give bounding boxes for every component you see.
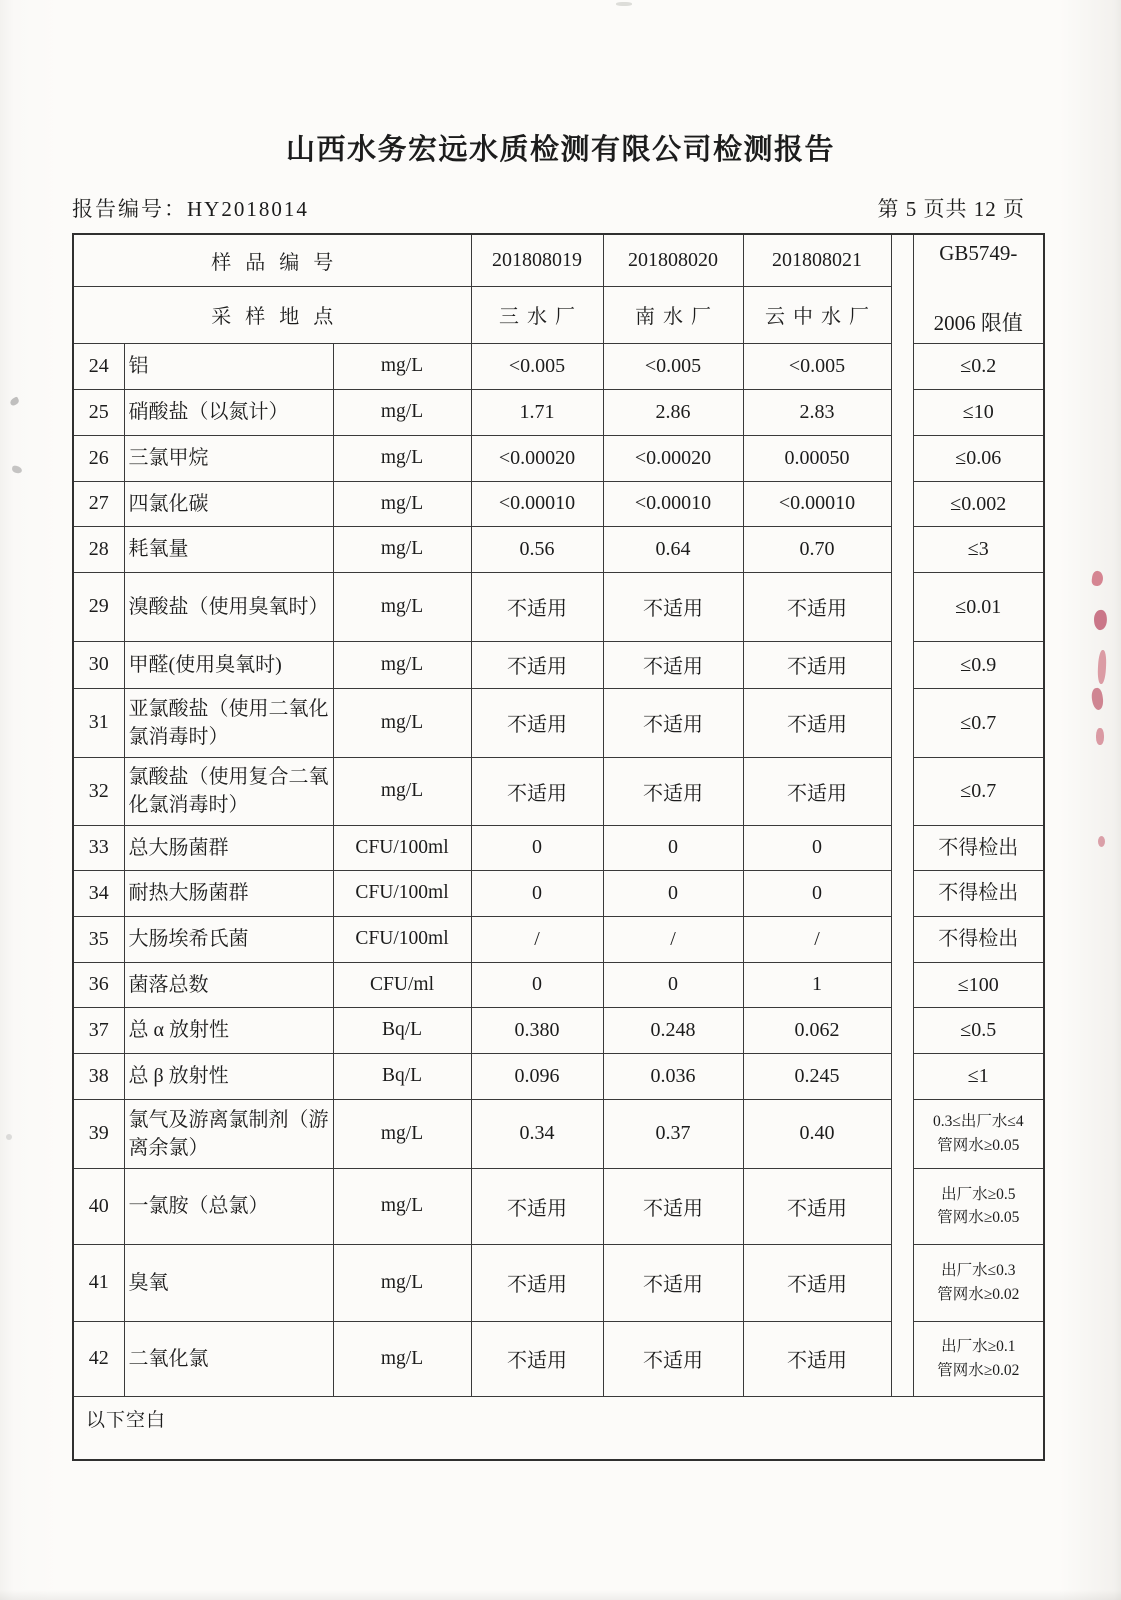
row-number: 41	[73, 1244, 124, 1321]
value-sample-3: 不适用	[743, 688, 891, 757]
spacer-column	[891, 234, 913, 1396]
value-sample-1: <0.00010	[471, 481, 603, 526]
value-sample-2: <0.005	[603, 343, 743, 389]
scan-speck	[616, 2, 632, 6]
red-ink-mark	[1096, 728, 1104, 745]
unit: CFU/100ml	[333, 870, 471, 916]
limit-value: 不得检出	[913, 916, 1044, 962]
parameter-name: 耐热大肠菌群	[124, 870, 333, 916]
parameter-name: 二氧化氯	[124, 1321, 333, 1396]
unit: mg/L	[333, 641, 471, 688]
header-row-sample-ids	[73, 234, 1044, 286]
value-sample-2: /	[603, 916, 743, 962]
row-number: 33	[73, 825, 124, 870]
sample-number-label: 样品编号	[73, 234, 471, 286]
value-sample-2: 0.248	[603, 1007, 743, 1053]
value-sample-3: 0.40	[743, 1099, 891, 1168]
value-sample-2: 不适用	[603, 641, 743, 688]
value-sample-2: 不适用	[603, 757, 743, 825]
value-sample-1: 0.34	[471, 1099, 603, 1168]
red-ink-mark	[1093, 609, 1108, 630]
parameter-name: 总 α 放射性	[124, 1007, 333, 1053]
value-sample-2: 0.64	[603, 526, 743, 572]
unit: mg/L	[333, 757, 471, 825]
page-indicator: 第 5 页共 12 页	[877, 197, 1025, 221]
report-title: 山西水务宏远水质检测有限公司检测报告	[285, 134, 835, 166]
parameter-name: 一氯胺（总氯）	[124, 1168, 333, 1244]
row-number: 38	[73, 1053, 124, 1099]
value-sample-2: 0.37	[603, 1099, 743, 1168]
value-sample-2: 不适用	[603, 1168, 743, 1244]
value-sample-2: 0	[603, 962, 743, 1007]
value-sample-2: 不适用	[603, 572, 743, 641]
value-sample-3: 不适用	[743, 757, 891, 825]
parameter-name: 亚氯酸盐（使用二氧化氯消毒时）	[124, 688, 333, 757]
value-sample-3: 2.83	[743, 389, 891, 435]
unit: CFU/ml	[333, 962, 471, 1007]
parameter-name: 臭氧	[124, 1244, 333, 1321]
row-number: 26	[73, 435, 124, 481]
value-sample-1: <0.00020	[471, 435, 603, 481]
value-sample-3: 不适用	[743, 1244, 891, 1321]
sampling-site-label: 采样地点	[73, 286, 471, 343]
parameter-name: 耗氧量	[124, 526, 333, 572]
value-sample-3: 不适用	[743, 1321, 891, 1396]
red-ink-mark	[1090, 687, 1105, 711]
row-number: 25	[73, 389, 124, 435]
value-sample-3: 0	[743, 825, 891, 870]
value-sample-1: 不适用	[471, 757, 603, 825]
parameter-name: 硝酸盐（以氮计）	[124, 389, 333, 435]
limit-value: ≤100	[913, 962, 1044, 1007]
unit: mg/L	[333, 1099, 471, 1168]
value-sample-3: <0.005	[743, 343, 891, 389]
unit: mg/L	[333, 526, 471, 572]
parameter-name: 四氯化碳	[124, 481, 333, 526]
unit: mg/L	[333, 435, 471, 481]
value-sample-2: 不适用	[603, 688, 743, 757]
red-ink-mark	[1098, 836, 1105, 847]
below-blank-note: 以下空白	[73, 1396, 1044, 1460]
value-sample-2: 0	[603, 825, 743, 870]
sample-id-3: 201808021	[743, 234, 891, 286]
parameter-name: 总 β 放射性	[124, 1053, 333, 1099]
sample-id-1: 201808019	[471, 234, 603, 286]
value-sample-1: 不适用	[471, 1168, 603, 1244]
row-number: 30	[73, 641, 124, 688]
limit-value: ≤0.002	[913, 481, 1044, 526]
red-ink-mark	[1091, 570, 1104, 586]
report-meta-row	[72, 193, 1025, 223]
limit-value: ≤0.5	[913, 1007, 1044, 1053]
below-blank-row	[73, 1396, 1044, 1460]
value-sample-1: /	[471, 916, 603, 962]
report-number: 报告编号：HY2018014	[72, 197, 309, 221]
limit-value: 不得检出	[913, 870, 1044, 916]
sample-id-2: 201808020	[603, 234, 743, 286]
limit-value: 0.3≤出厂水≤4 管网水≥0.05	[913, 1099, 1044, 1168]
row-number: 42	[73, 1321, 124, 1396]
row-number: 24	[73, 343, 124, 389]
value-sample-3: /	[743, 916, 891, 962]
value-sample-1: 0.096	[471, 1053, 603, 1099]
scan-speck	[9, 396, 20, 406]
parameter-name: 大肠埃希氏菌	[124, 916, 333, 962]
limit-value: 出厂水≥0.5 管网水≥0.05	[913, 1168, 1044, 1244]
value-sample-3: 1	[743, 962, 891, 1007]
value-sample-2: 不适用	[603, 1244, 743, 1321]
unit: mg/L	[333, 481, 471, 526]
parameter-name: 三氯甲烷	[124, 435, 333, 481]
value-sample-3: 不适用	[743, 1168, 891, 1244]
limit-standard-line2: 2006 限值	[933, 310, 1023, 335]
row-number: 32	[73, 757, 124, 825]
limit-value: ≤0.7	[913, 688, 1044, 757]
limit-value: ≤10	[913, 389, 1044, 435]
row-number: 40	[73, 1168, 124, 1244]
value-sample-1: <0.005	[471, 343, 603, 389]
value-sample-1: 不适用	[471, 1321, 603, 1396]
sample-site-2: 南水厂	[603, 286, 743, 343]
limit-standard-header	[913, 234, 1044, 343]
parameter-name: 氯气及游离氯制剂（游离余氯）	[124, 1099, 333, 1168]
row-number: 37	[73, 1007, 124, 1053]
limit-standard-line1: GB5749-	[939, 240, 1018, 265]
row-number: 36	[73, 962, 124, 1007]
unit: mg/L	[333, 1168, 471, 1244]
value-sample-1: 1.71	[471, 389, 603, 435]
value-sample-1: 0.56	[471, 526, 603, 572]
parameter-name: 菌落总数	[124, 962, 333, 1007]
value-sample-3: 不适用	[743, 641, 891, 688]
parameter-name: 铝	[124, 343, 333, 389]
limit-value: 出厂水≥0.1 管网水≥0.02	[913, 1321, 1044, 1396]
value-sample-1: 不适用	[471, 1244, 603, 1321]
table-body	[73, 234, 1044, 1460]
unit: Bq/L	[333, 1007, 471, 1053]
value-sample-2: <0.00010	[603, 481, 743, 526]
value-sample-1: 不适用	[471, 572, 603, 641]
row-number: 39	[73, 1099, 124, 1168]
water-quality-results-table	[72, 233, 1045, 1461]
value-sample-3: 0.70	[743, 526, 891, 572]
value-sample-3: 0.245	[743, 1053, 891, 1099]
unit: mg/L	[333, 688, 471, 757]
limit-value: 出厂水≤0.3 管网水≥0.02	[913, 1244, 1044, 1321]
limit-value: ≤0.7	[913, 757, 1044, 825]
parameter-name: 氯酸盐（使用复合二氧化氯消毒时）	[124, 757, 333, 825]
sample-site-1: 三水厂	[471, 286, 603, 343]
value-sample-2: 不适用	[603, 1321, 743, 1396]
limit-value: ≤0.9	[913, 641, 1044, 688]
sample-site-3: 云中水厂	[743, 286, 891, 343]
unit: mg/L	[333, 389, 471, 435]
unit: mg/L	[333, 1244, 471, 1321]
unit: mg/L	[333, 572, 471, 641]
value-sample-1: 不适用	[471, 641, 603, 688]
row-number: 35	[73, 916, 124, 962]
value-sample-2: 0	[603, 870, 743, 916]
limit-value: ≤0.01	[913, 572, 1044, 641]
row-number: 34	[73, 870, 124, 916]
value-sample-1: 不适用	[471, 688, 603, 757]
row-number: 31	[73, 688, 124, 757]
scan-speck	[6, 1134, 12, 1140]
limit-value: ≤0.2	[913, 343, 1044, 389]
unit: Bq/L	[333, 1053, 471, 1099]
value-sample-3: 0.062	[743, 1007, 891, 1053]
value-sample-1: 0	[471, 825, 603, 870]
unit: mg/L	[333, 1321, 471, 1396]
value-sample-2: <0.00020	[603, 435, 743, 481]
value-sample-1: 0	[471, 870, 603, 916]
row-number: 28	[73, 526, 124, 572]
unit: mg/L	[333, 343, 471, 389]
value-sample-3: 不适用	[743, 572, 891, 641]
value-sample-1: 0	[471, 962, 603, 1007]
parameter-name: 甲醛(使用臭氧时)	[124, 641, 333, 688]
value-sample-3: <0.00010	[743, 481, 891, 526]
row-number: 27	[73, 481, 124, 526]
red-ink-mark	[1097, 650, 1107, 684]
value-sample-1: 0.380	[471, 1007, 603, 1053]
value-sample-3: 0.00050	[743, 435, 891, 481]
limit-value: 不得检出	[913, 825, 1044, 870]
unit: CFU/100ml	[333, 916, 471, 962]
unit: CFU/100ml	[333, 825, 471, 870]
row-number: 29	[73, 572, 124, 641]
limit-value: ≤1	[913, 1053, 1044, 1099]
value-sample-2: 2.86	[603, 389, 743, 435]
value-sample-3: 0	[743, 870, 891, 916]
limit-value: ≤3	[913, 526, 1044, 572]
parameter-name: 溴酸盐（使用臭氧时）	[124, 572, 333, 641]
value-sample-2: 0.036	[603, 1053, 743, 1099]
scan-speck	[11, 465, 22, 474]
limit-value: ≤0.06	[913, 435, 1044, 481]
parameter-name: 总大肠菌群	[124, 825, 333, 870]
